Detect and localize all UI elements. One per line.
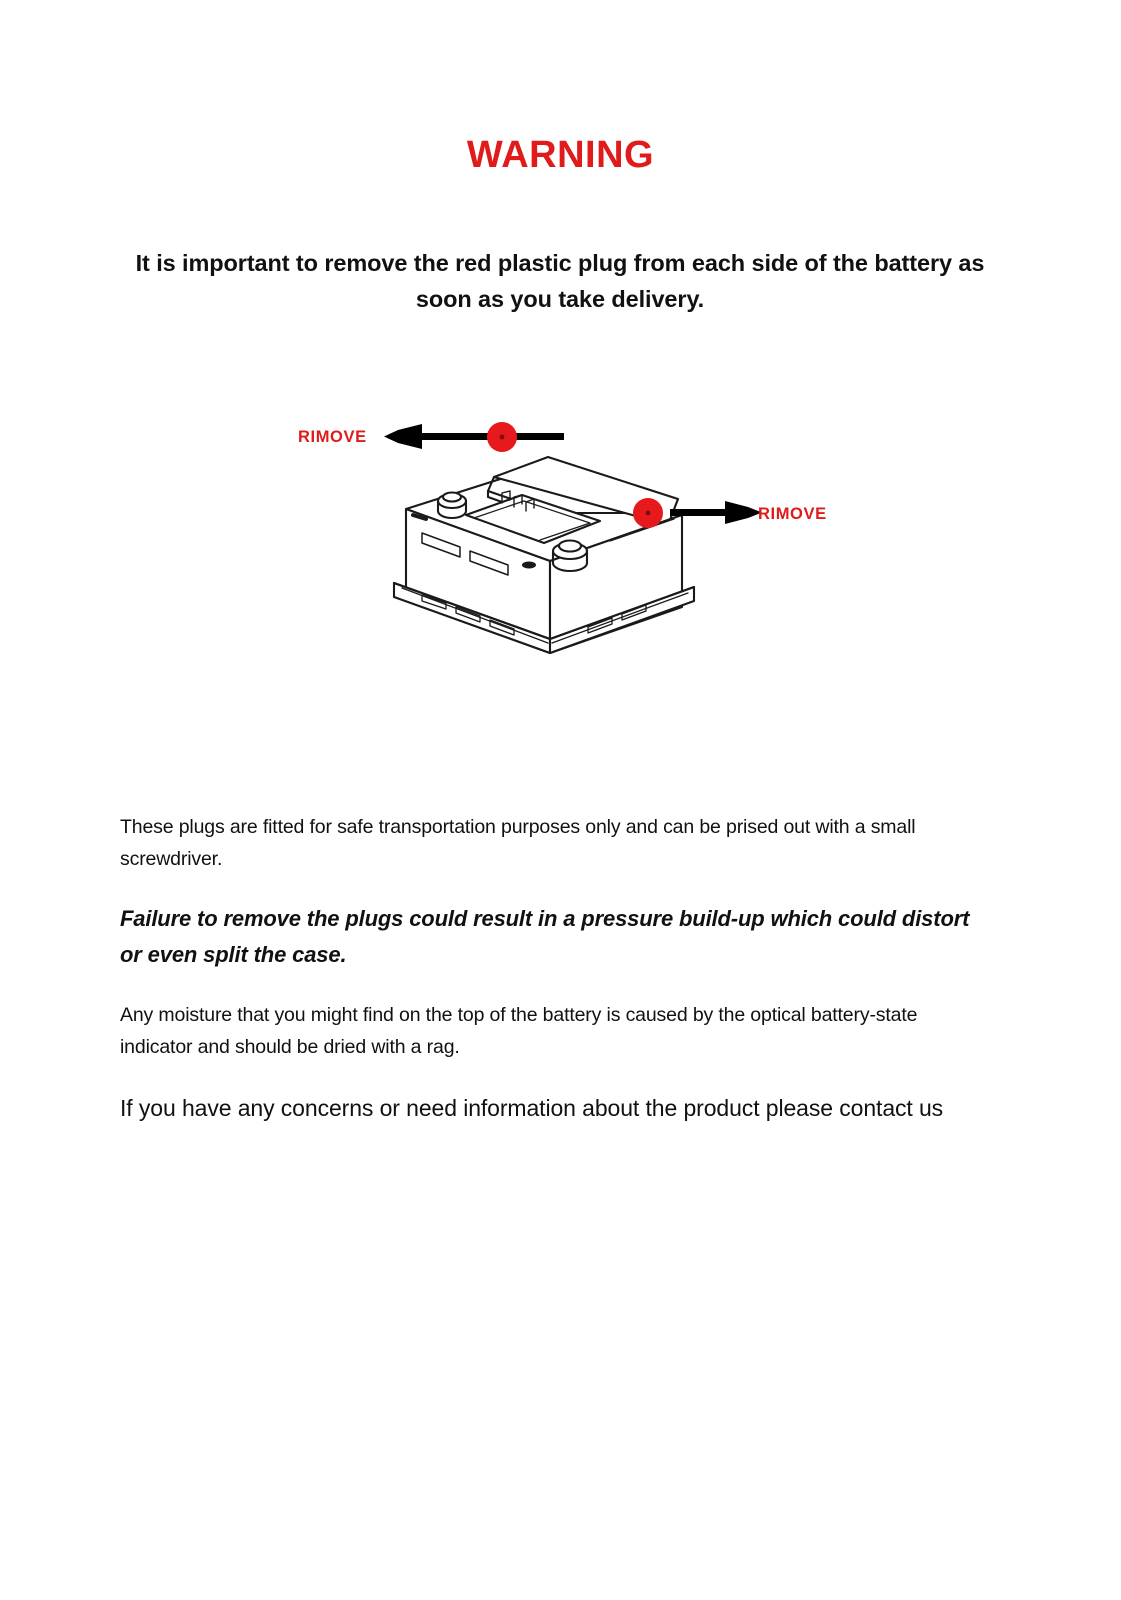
paragraph-moisture-note: Any moisture that you might find on the top of the battery is caused by the optical battery-state indicator and should be dried with a rag. — [120, 1004, 918, 1058]
paragraph-failure-warning: Failure to remove the plugs could result in a pressure build-up which could distort or even split the case. — [120, 906, 970, 967]
body-text — [120, 812, 980, 1126]
arrow-left — [384, 424, 564, 449]
arrow-right — [670, 501, 762, 524]
remove-label-left: RIMOVE — [298, 428, 367, 446]
lead-instruction: It is important to remove the red plastic plug from each side of the battery as soon as you take delivery. — [135, 250, 985, 313]
paragraph-plugs-purpose: These plugs are fitted for safe transportation purposes only and can be prised out with a small screwdriver. — [120, 816, 916, 870]
battery-body-lines — [394, 457, 694, 653]
page-title: WARNING — [466, 134, 655, 176]
paragraph-contact-us: If you have any concerns or need information about the product please contact us — [120, 1094, 944, 1121]
red-plug-right — [633, 498, 663, 528]
red-plug-rear-left — [487, 422, 517, 452]
battery-figure — [270, 405, 870, 670]
remove-label-right: RIMOVE — [758, 505, 827, 523]
